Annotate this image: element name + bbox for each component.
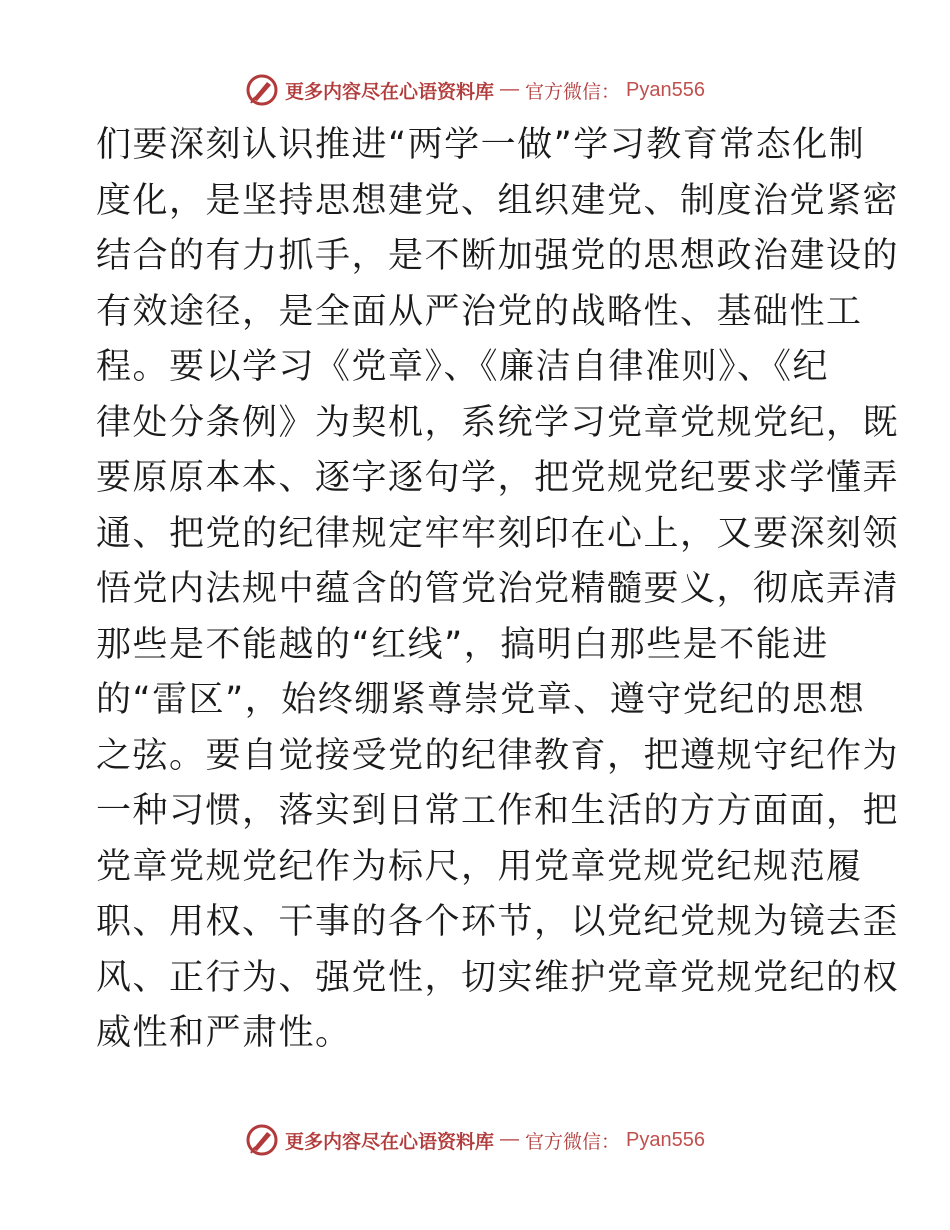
banner-wechat-id: Pyan556 [626, 1128, 705, 1151]
body-line: 通、把党的纪律规定牢牢刻印在心上，又要深刻领 [96, 513, 900, 554]
banner-main-text: 更多内容尽在心语资料库 [285, 80, 495, 103]
body-line: 威性和严肃性。 [96, 1013, 352, 1053]
body-line: 度化，是坚持思想建党、组织建党、制度治党紧密 [96, 180, 900, 221]
body-line: 党章党规党纪作为标尺，用党章党规党纪规范履 [96, 846, 863, 887]
banner-wechat-id: Pyan556 [626, 78, 705, 101]
banner-wechat-label: 官方微信： [525, 80, 621, 103]
body-line: 风、正行为、强党性，切实维护党章党规党纪的权 [96, 957, 900, 998]
banner-main-text: 更多内容尽在心语资料库 [285, 1130, 495, 1153]
footer-banner [0, 1120, 950, 1160]
body-line: 要原原本本、逐字逐句学，把党规党纪要求学懂弄 [96, 458, 900, 498]
document-body [96, 118, 900, 1062]
body-line: 那些是不能越的“红线”，搞明白那些是不能进 [96, 624, 829, 665]
body-line: 结合的有力抓手，是不断加强党的思想政治建设的 [96, 236, 900, 276]
banner-separator: — [500, 1129, 520, 1150]
body-line: 悟党内法规中蕴含的管党治党精髓要义，彻底弄清 [96, 569, 900, 609]
body-line: 之弦。要自觉接受党的纪律教育，把遵规守纪作为 [96, 735, 900, 776]
header-banner [0, 70, 950, 110]
quill-pen-logo-icon [245, 1123, 279, 1157]
body-line: 一种习惯，落实到日常工作和生活的方方面面，把 [96, 791, 900, 831]
quill-pen-logo-icon [245, 73, 279, 107]
banner-separator: — [500, 79, 520, 100]
body-line: 程。要以学习《党章》、《廉洁自律准则》、《纪 [96, 347, 830, 387]
body-line: 们要深刻认识推进“两学一做”学习教育常态化制 [96, 125, 866, 165]
body-line: 有效途径，是全面从严治党的战略性、基础性工 [96, 291, 863, 332]
body-line: 职、用权、干事的各个环节，以党纪党规为镜去歪 [96, 902, 900, 942]
banner-wechat-label: 官方微信： [525, 1130, 621, 1153]
body-line: 律处分条例》为契机，系统学习党章党规党纪，既 [96, 402, 900, 443]
body-line: 的“雷区”，始终绷紧尊崇党章、遵守党纪的思想 [96, 680, 866, 720]
